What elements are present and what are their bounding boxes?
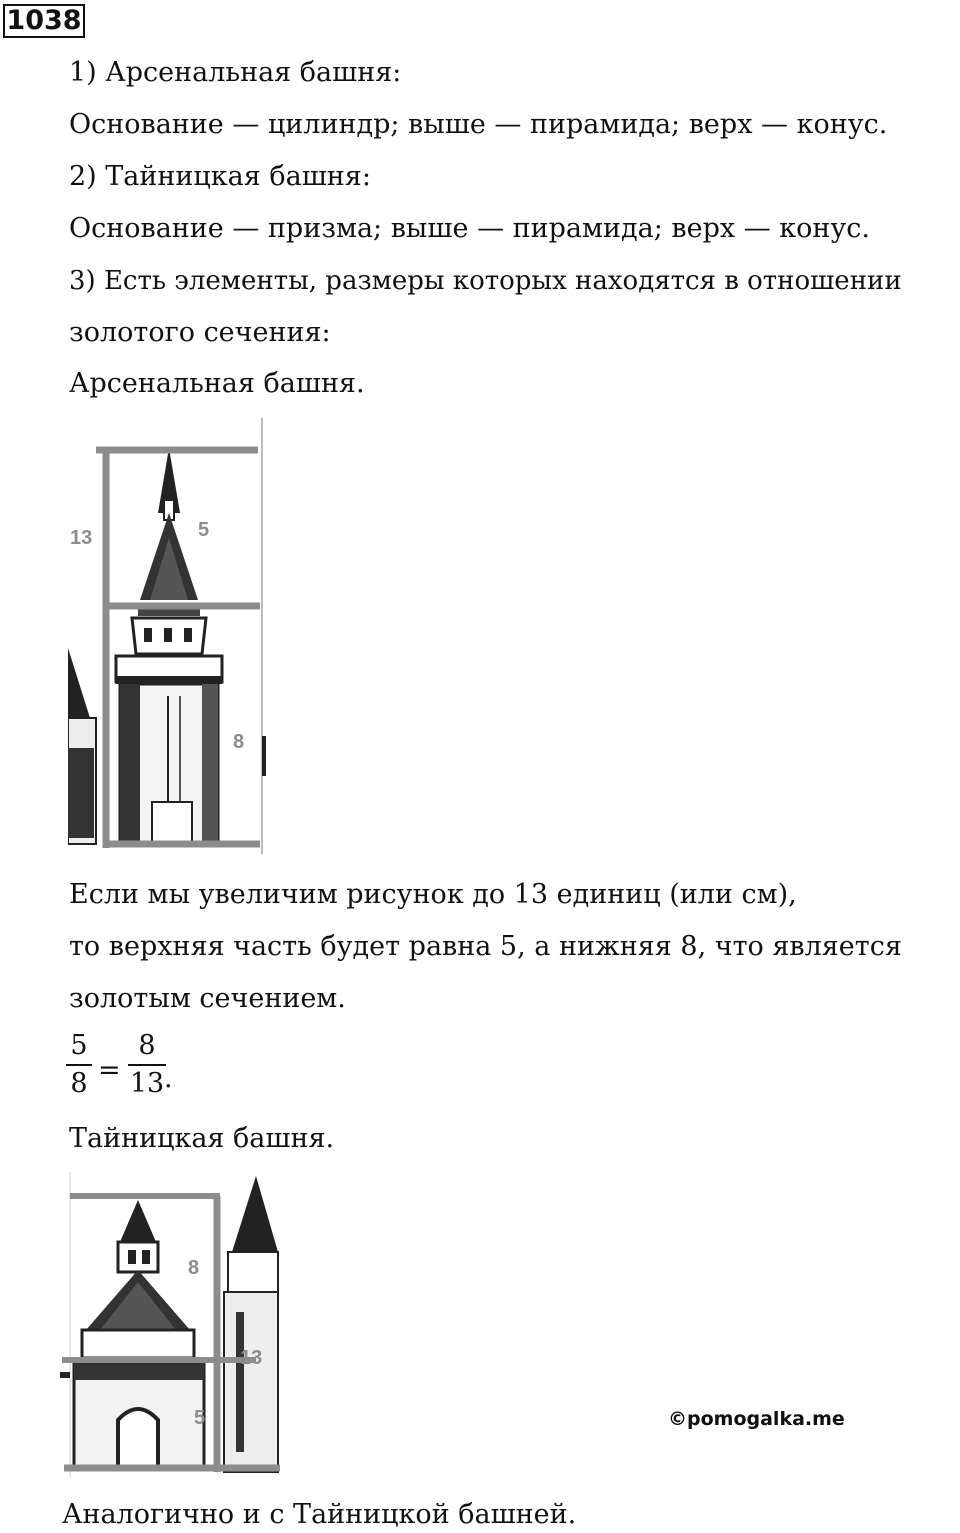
copyright-watermark: ©pomogalka.me [668, 1408, 845, 1430]
fraction-right-numerator: 8 [138, 1030, 156, 1061]
text-line-11: Тайницкая башня. [69, 1123, 335, 1154]
tainitskaya-tower-figure [60, 1172, 282, 1478]
fig2-label-total: 13 [240, 1347, 263, 1369]
fig2-label-bottom: 5 [194, 1407, 206, 1429]
formula-equals: = [98, 1055, 121, 1086]
fig1-label-total: 13 [70, 527, 93, 549]
fraction-left [66, 1030, 92, 1100]
text-line-4: Основание — призма; выше — пирамида; верх — конус. [69, 213, 870, 244]
text-line-8: Если мы увеличим рисунок до 13 единиц (или см), [69, 879, 797, 910]
fig2-label-top: 8 [188, 1257, 200, 1279]
text-line-9: то верхняя часть будет равна 5, а нижняя 8, что является [69, 931, 902, 962]
fraction-right-denominator: 13 [129, 1068, 165, 1099]
text-line-5: 3) Есть элементы, размеры которых находятся в отношении [69, 266, 902, 296]
fraction-left-denominator: 8 [70, 1068, 88, 1099]
text-line-10: золотым сечением. [69, 983, 346, 1014]
fig1-label-bottom: 8 [233, 731, 245, 753]
problem-number: 1038 [3, 4, 85, 38]
text-line-2: Основание — цилиндр; выше — пирамида; верх — конус. [69, 109, 888, 140]
text-line-3: 2) Тайницкая башня: [69, 161, 371, 192]
text-line-7: Арсенальная башня. [69, 368, 365, 399]
fraction-right [128, 1030, 166, 1100]
text-line-12: Аналогично и с Тайницкой башней. [62, 1499, 577, 1530]
text-line-6: золотого сечения: [69, 317, 331, 348]
fraction-left-numerator: 5 [70, 1030, 88, 1061]
arsenal-tower-figure [68, 418, 268, 854]
text-line-1: 1) Арсенальная башня: [69, 57, 402, 88]
fig1-label-top: 5 [198, 519, 210, 541]
formula-period: . [164, 1063, 173, 1094]
